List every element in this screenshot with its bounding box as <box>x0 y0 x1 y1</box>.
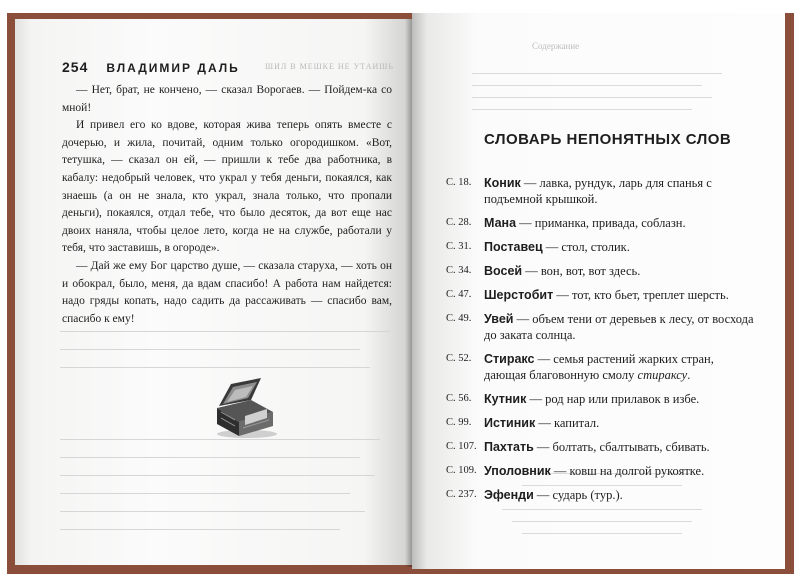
glossary-term: Стиракс <box>484 352 535 366</box>
page-reference: С. 52. <box>446 353 472 364</box>
page-reference: С. 56. <box>446 393 472 404</box>
glossary-entry: С. 99. Истиник — капитал. <box>446 416 600 430</box>
story-text <box>62 82 392 328</box>
page-reference: С. 18. <box>446 177 472 188</box>
glossary-term: Эфенди <box>484 488 534 502</box>
glossary-entry: С. 49. Увей — объем тени от деревьев к лесу, от восхода до заката солнца. <box>446 312 754 342</box>
glossary-entry: С. 237. Эфенди — сударь (тур.). <box>446 488 623 502</box>
glossary-list <box>446 175 756 511</box>
page-reference: С. 28. <box>446 217 472 228</box>
glossary-term: Коник <box>484 176 521 190</box>
glossary-entry: С. 52. Стиракс — семья растений жарких стран, дающая благовонную смолу стираксу. <box>446 352 714 382</box>
bleed-through-heading: ШИЛ В МЕШКЕ НЕ УТАИШЬ <box>265 62 394 71</box>
bleed-through-line <box>512 521 692 522</box>
glossary-term: Шерстобит <box>484 288 554 302</box>
bleed-through-line <box>60 331 390 332</box>
author-name: ВЛАДИМИР ДАЛЬ <box>106 61 240 75</box>
glossary-term: Увей <box>484 312 514 326</box>
glossary-title: СЛОВАРЬ НЕПОНЯТНЫХ СЛОВ <box>484 131 732 148</box>
page-reference: С. 107. <box>446 441 477 452</box>
page-reference: С. 99. <box>446 417 472 428</box>
glossary-definition: род нар или прилавок в избе. <box>545 392 700 406</box>
paragraph: И привел его ко вдове, которая жива теперь опять вместе с дочерью, и жила, почитай, одним только огородишком. «Вот, тетушка, — сказал он ей, — пришли к тебе два работника, в кабалу: недобрый человек, что украл у тебя деньги, покаялся, как знаешь (а он не знала, кто украл, знала только, что пропали деньги), покаялся, отдал тебе, что было десяток, да вот еще нас двоих наняла, чтобы целое лето, когда не на службе, работали у тебя, что заставишь, в огороде». <box>62 119 392 255</box>
page-reference: С. 109. <box>446 465 477 476</box>
glossary-entry: С. 47. Шерстобит — тот, кто бьет, треплет шерсть. <box>446 288 729 302</box>
bleed-through-line <box>472 97 712 98</box>
bleed-through-line <box>60 457 360 458</box>
bleed-through-line <box>522 533 682 534</box>
chest-illustration-icon <box>211 378 281 440</box>
bleed-through-line <box>472 85 702 86</box>
right-page <box>412 13 785 569</box>
glossary-definition: приманка, привада, соблазн. <box>534 216 686 230</box>
glossary-entry: С. 109. Уполовник — ковш на долгой рукоятке. <box>446 464 705 478</box>
page-reference: С. 34. <box>446 265 472 276</box>
bleed-through-line <box>60 367 370 368</box>
glossary-definition: болтать, сбалтывать, сбивать. <box>552 440 710 454</box>
glossary-entry: С. 18. Коник — лавка, рундук, ларь для спанья с подъемной крышкой. <box>446 176 712 206</box>
glossary-definition-end: . <box>687 368 691 382</box>
bleed-through-line <box>472 73 722 74</box>
running-head <box>62 59 240 77</box>
glossary-term: Мана <box>484 216 517 230</box>
glossary-entry: С. 56. Кутник — род нар или прилавок в избе. <box>446 392 700 406</box>
glossary-definition: лавка, рундук, ларь для спанья с подъемной крышкой. <box>484 176 712 206</box>
paragraph: — Нет, брат, не кончено, — сказал Ворогаев. — Пойдем-ка со мной! <box>62 84 392 114</box>
glossary-entry: С. 34. Восей — вон, вот, вот здесь. <box>446 264 641 278</box>
glossary-term: Восей <box>484 264 523 278</box>
page-number: 254 <box>62 59 89 75</box>
bleed-through-line <box>60 475 375 476</box>
glossary-definition: ковш на долгой рукоятке. <box>569 464 705 478</box>
page-reference: С. 49. <box>446 313 472 324</box>
glossary-entry: С. 28. Мана — приманка, привада, соблазн. <box>446 216 686 230</box>
bleed-through-contents-heading: Содержание <box>532 41 580 51</box>
glossary-definition: стол, столик. <box>561 240 630 254</box>
bleed-through-line <box>60 493 350 494</box>
glossary-term: Истиник <box>484 416 536 430</box>
glossary-definition: тот, кто бьет, треплет шерсть. <box>571 288 729 302</box>
bleed-through-line <box>472 109 692 110</box>
glossary-definition: сударь (тур.). <box>552 488 623 502</box>
glossary-definition: вон, вот, вот здесь. <box>540 264 641 278</box>
page-reference: С. 237. <box>446 489 477 500</box>
left-page <box>15 19 412 565</box>
glossary-definition: объем тени от деревьев к лесу, от восхода до заката солнца. <box>484 312 754 342</box>
paragraph: — Дай же ему Бог царство душе, — сказала старуха, — хоть он и обокрал, было, меня, да вдам спасибо! А работа нам найдется: надо гряды копать, надо садить да рассаживать — спасибо вам, спасибо к ему! <box>62 259 392 325</box>
glossary-term: Кутник <box>484 392 527 406</box>
book-spread <box>7 13 794 574</box>
glossary-definition: семья растений жарких стран, дающая благовонную смолу <box>484 352 714 382</box>
glossary-term: Пахтать <box>484 440 534 454</box>
glossary-definition-italic: стираксу <box>637 368 688 382</box>
page-reference: С. 47. <box>446 289 472 300</box>
glossary-entry: С. 31. Поставец — стол, столик. <box>446 240 630 254</box>
glossary-definition: капитал. <box>553 416 600 430</box>
glossary-entry: С. 107. Пахтать — болтать, сбалтывать, сбивать. <box>446 440 710 454</box>
bleed-through-line <box>60 349 360 350</box>
glossary-term: Уполовник <box>484 464 551 478</box>
bleed-through-line <box>60 529 340 530</box>
glossary-term: Поставец <box>484 240 543 254</box>
bleed-through-line <box>60 511 365 512</box>
page-reference: С. 31. <box>446 241 472 252</box>
